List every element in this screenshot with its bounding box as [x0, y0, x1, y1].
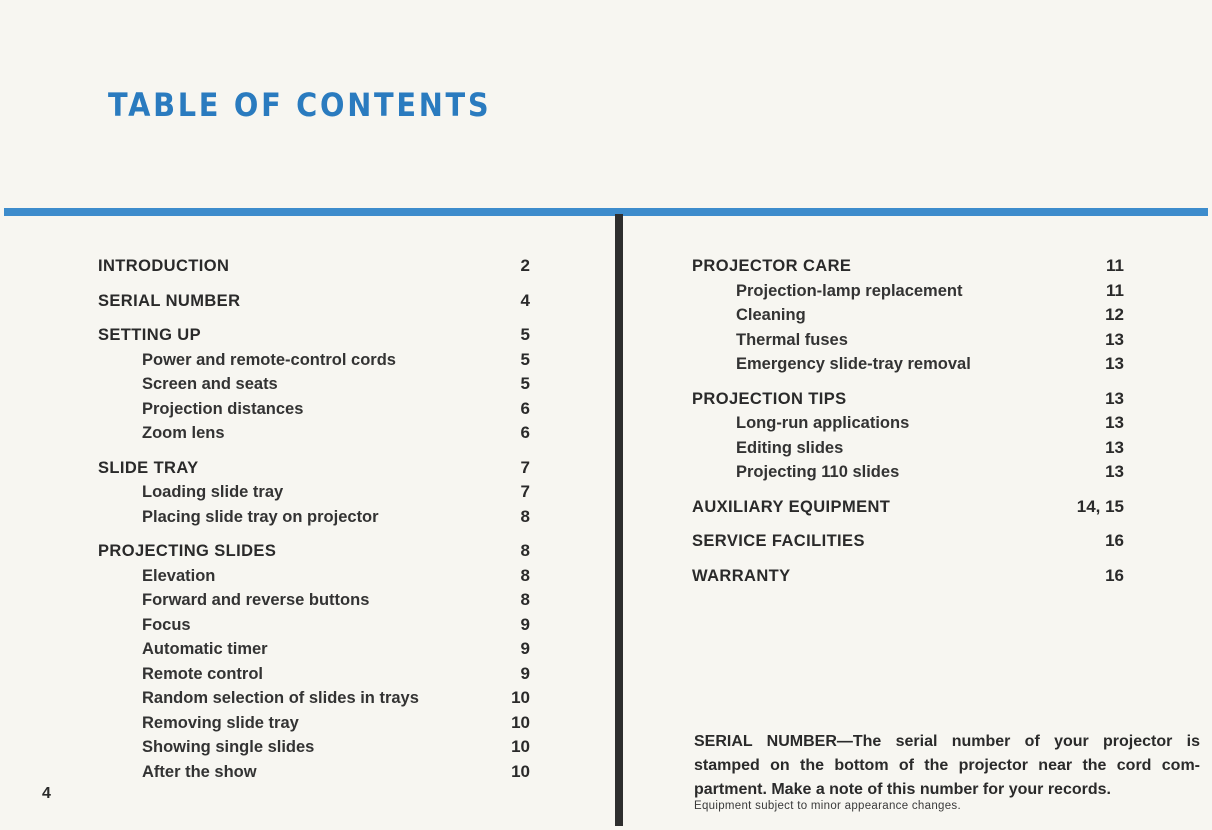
- toc-left-column: [98, 256, 530, 796]
- toc-section-page: 8: [520, 541, 530, 560]
- toc-section-page: 13: [1105, 388, 1124, 408]
- toc-entry: [98, 482, 530, 507]
- toc-entry: [692, 462, 1124, 487]
- toc-entry-label: Screen and seats: [142, 375, 278, 393]
- toc-entry-label: Projection-lamp replacement: [736, 281, 963, 300]
- toc-section: [692, 566, 1124, 591]
- header-rule: [4, 208, 1208, 216]
- toc-section-title: PROJECTOR CARE: [692, 257, 852, 275]
- toc-entry-page: 5: [520, 374, 530, 393]
- toc-section: [98, 325, 530, 448]
- toc-section-row: [692, 566, 1124, 591]
- toc-entry-label: Remote control: [142, 664, 264, 683]
- toc-entry-page: 11: [1106, 280, 1124, 300]
- toc-section-page: 5: [520, 325, 530, 344]
- toc-section-row: [98, 458, 530, 483]
- toc-entry-page: 10: [511, 688, 530, 707]
- toc-section-row: [98, 291, 530, 316]
- toc-entry-label: Random selection of slides in trays: [142, 689, 419, 707]
- page-title: TABLE OF CONTENTS: [108, 86, 492, 124]
- toc-entry-label: After the show: [142, 762, 257, 781]
- toc-section-row: [98, 325, 530, 350]
- toc-section-row: [692, 389, 1124, 414]
- toc-entry-label: Removing slide tray: [142, 713, 299, 732]
- toc-entry-label: Long-run applications: [736, 414, 910, 432]
- toc-entry: [98, 374, 530, 399]
- toc-entry-label: Automatic timer: [142, 640, 268, 658]
- toc-entry-label: Projection distances: [142, 399, 304, 418]
- toc-entry: [692, 281, 1124, 306]
- toc-entry-label: Power and remote-control cords: [142, 350, 396, 369]
- toc-entry-page: 8: [520, 565, 530, 585]
- serial-number-note: SERIAL NUMBER—The serial number of your projector is stamped on the bottom of the projector near the cord com-partment. Make a note of this number for your records.: [694, 733, 1200, 798]
- toc-entry-page: 13: [1105, 437, 1124, 457]
- toc-entry: [98, 350, 530, 375]
- toc-entry: [98, 590, 530, 615]
- toc-entry-label: Cleaning: [736, 306, 806, 324]
- toc-section: [692, 389, 1124, 487]
- toc-entry: [98, 566, 530, 591]
- toc-section-title: AUXILIARY EQUIPMENT: [692, 497, 891, 516]
- toc-section-title: SERVICE FACILITIES: [692, 532, 865, 550]
- toc-section-title: PROJECTION TIPS: [692, 389, 847, 408]
- toc-entry: [98, 399, 530, 424]
- toc-section: [98, 256, 530, 281]
- toc-entry-page: 13: [1105, 354, 1124, 373]
- toc-entry-label: Emergency slide-tray removal: [736, 355, 971, 373]
- toc-entry: [98, 507, 530, 532]
- toc-entry-label: Forward and reverse buttons: [142, 591, 370, 609]
- toc-entry: [692, 354, 1124, 379]
- toc-section: [692, 531, 1124, 556]
- toc-section-title: INTRODUCTION: [98, 257, 230, 275]
- toc-entry: [98, 615, 530, 640]
- toc-section-row: [98, 541, 530, 566]
- toc-section-page: 14, 15: [1076, 496, 1124, 516]
- toc-entry-label: Projecting 110 slides: [736, 463, 900, 481]
- toc-section-row: [692, 531, 1124, 556]
- toc-section-row: [98, 256, 530, 281]
- toc-entry-page: 6: [520, 398, 530, 418]
- toc-entry: [98, 713, 530, 738]
- toc-section-page: 7: [520, 457, 530, 477]
- toc-entry-label: Placing slide tray on projector: [142, 507, 379, 526]
- toc-entry-page: 5: [520, 349, 530, 369]
- toc-entry-label: Zoom lens: [142, 424, 225, 442]
- toc-entry: [692, 305, 1124, 330]
- toc-section: [98, 541, 530, 786]
- toc-entry: [692, 330, 1124, 355]
- toc-entry-label: Elevation: [142, 566, 216, 585]
- toc-entry-page: 10: [511, 712, 530, 732]
- toc-entry-page: 9: [520, 614, 530, 634]
- toc-entry: [98, 688, 530, 713]
- toc-section: [692, 256, 1124, 379]
- toc-entry-page: 13: [1105, 413, 1124, 432]
- toc-right-column: [692, 256, 1124, 600]
- toc-entry-page: 9: [520, 639, 530, 658]
- toc-entry-label: Showing single slides: [142, 738, 315, 756]
- toc-entry: [98, 737, 530, 762]
- toc-entry: [692, 438, 1124, 463]
- toc-entry-page: 10: [511, 761, 530, 781]
- toc-section-title: PROJECTING SLIDES: [98, 542, 277, 560]
- page-number: 4: [42, 785, 51, 802]
- toc-entry: [98, 423, 530, 448]
- toc-entry: [692, 413, 1124, 438]
- toc-entry-label: Thermal fuses: [736, 330, 848, 349]
- toc-entry-page: 6: [520, 423, 530, 442]
- appearance-note: Equipment subject to minor appearance changes.: [694, 800, 961, 812]
- toc-section-title: SERIAL NUMBER: [98, 291, 241, 310]
- toc-entry: [98, 762, 530, 787]
- toc-entry-page: 8: [520, 590, 530, 609]
- toc-entry-page: 8: [520, 506, 530, 526]
- toc-entry-page: 13: [1105, 462, 1124, 481]
- toc-entry: [98, 664, 530, 689]
- toc-entry-label: Editing slides: [736, 438, 844, 457]
- toc-section-page: 11: [1106, 256, 1124, 275]
- toc-entry-page: 13: [1105, 329, 1124, 349]
- toc-entry-page: 10: [511, 737, 530, 756]
- toc-entry-page: 7: [520, 482, 530, 501]
- toc-section-title: SETTING UP: [98, 326, 202, 344]
- toc-entry-page: 12: [1105, 305, 1124, 324]
- toc-entry-label: Loading slide tray: [142, 483, 284, 501]
- column-divider: [615, 214, 623, 826]
- toc-section-row: [692, 497, 1124, 522]
- toc-section-page: 16: [1105, 531, 1124, 550]
- toc-section-page: 16: [1105, 565, 1124, 585]
- toc-section: [98, 458, 530, 532]
- toc-section-row: [692, 256, 1124, 281]
- toc-section: [98, 291, 530, 316]
- toc-entry: [98, 639, 530, 664]
- toc-section-page: 2: [520, 256, 530, 275]
- toc-section: [692, 497, 1124, 522]
- toc-entry-label: Focus: [142, 615, 191, 634]
- toc-entry-page: 9: [520, 663, 530, 683]
- toc-section-title: SLIDE TRAY: [98, 458, 199, 477]
- toc-section-title: WARRANTY: [692, 566, 791, 585]
- toc-section-page: 4: [520, 290, 530, 310]
